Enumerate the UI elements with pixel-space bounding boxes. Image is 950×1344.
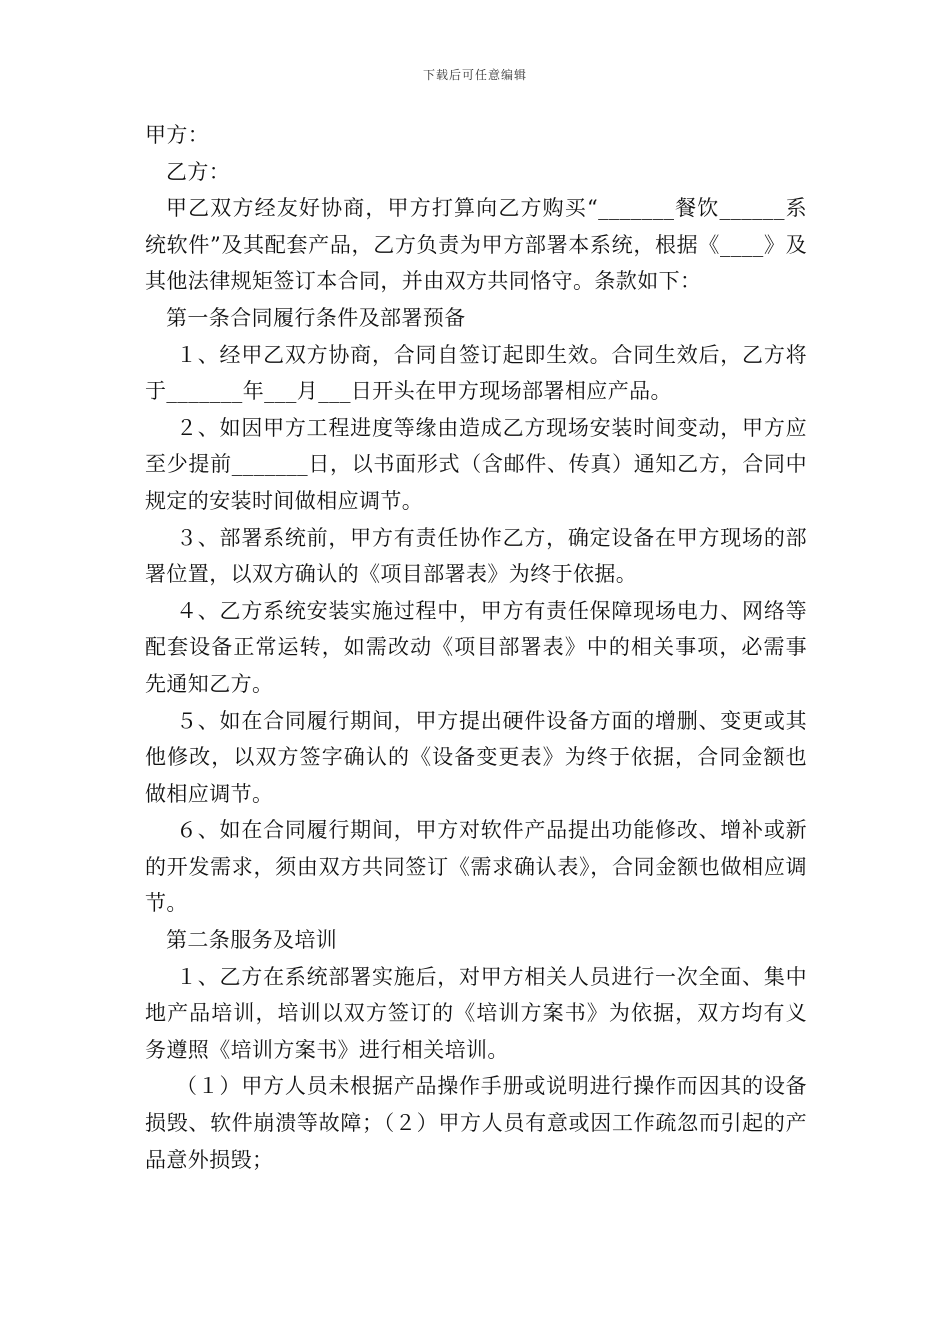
article-1-clause-6: ６、如在合同履行期间，甲方对软件产品提出功能修改、增补或新的开发需求，须由双方共同签订《需求确认表》，合同金额也做相应调节。 — [145, 818, 807, 916]
article-1-clause-4: ４、乙方系统安装实施过程中，甲方有责任保障现场电力、网络等配套设备正常运转，如需改动《项目部署表》中的相关事项，必需事先通知乙方。 — [145, 598, 807, 696]
contract-body — [145, 117, 807, 1178]
contract-preamble: 甲乙双方经友好协商，甲方打算向乙方购买“_______餐饮______系统软件”及其配套产品，乙方负责为甲方部署本系统，根据《____》及其他法律规矩签订本合同，并由双方共同恪守。条款如下： — [145, 196, 807, 294]
article-2-heading: 第二条服务及培训 — [166, 928, 338, 953]
party-b-label: 乙方： — [166, 159, 231, 184]
article-1-clause-3: ３、部署系统前，甲方有责任协作乙方，确定设备在甲方现场的部署位置，以双方确认的《项目部署表》为终于依据。 — [145, 525, 807, 587]
article-2-subclauses: （１）甲方人员未根据产品操作手册或说明进行操作而因其的设备损毁、软件崩溃等故障；（２）甲方人员有意或因工作疏忽而引起的产品意外损毁； — [145, 1074, 807, 1172]
article-2-clause-1: １、乙方在系统部署实施后，对甲方相关人员进行一次全面、集中地产品培训，培训以双方签订的《培训方案书》为依据，双方均有义务遵照《培训方案书》进行相关培训。 — [145, 964, 807, 1062]
article-1-clause-1: １、经甲乙双方协商，合同自签订起即生效。合同生效后，乙方将于_______年___月___日开头在甲方现场部署相应产品。 — [145, 342, 807, 404]
article-1-heading: 第一条合同履行条件及部署预备 — [166, 305, 466, 330]
article-1-clause-5: ５、如在合同履行期间，甲方提出硬件设备方面的增删、变更或其他修改，以双方签字确认的《设备变更表》为终于依据，合同金额也做相应调节。 — [145, 708, 807, 806]
party-a-label: 甲方： — [145, 123, 210, 147]
article-1-clause-2: ２、如因甲方工程进度等缘由造成乙方现场安装时间变动，甲方应至少提前_______日，以书面形式（含邮件、传真）通知乙方，合同中规定的安装时间做相应调节。 — [145, 415, 807, 513]
page-header-note: 下载后可任意编辑 — [422, 68, 527, 82]
